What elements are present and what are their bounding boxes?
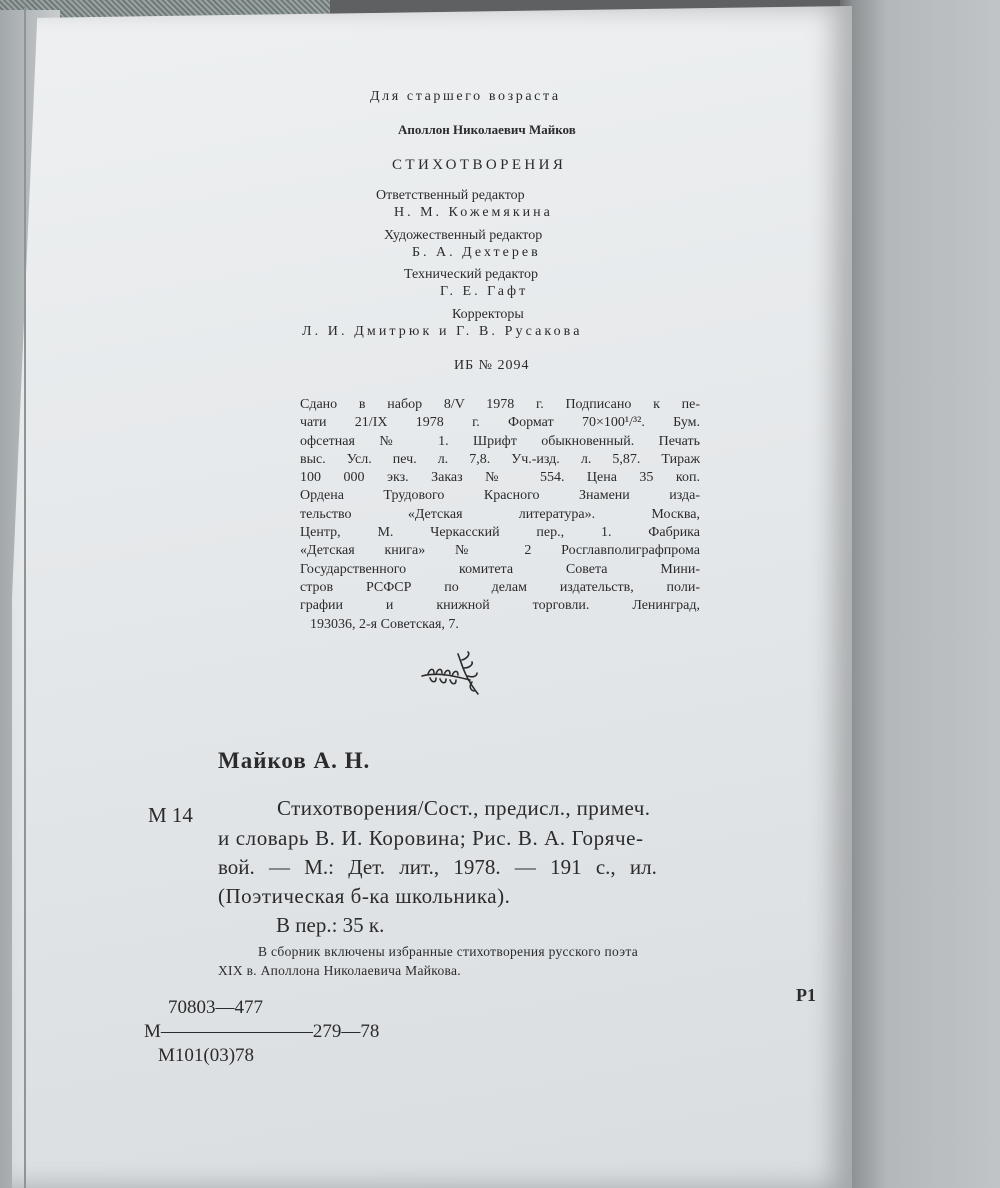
- imprint-line: офсетная № 1. Шрифт обыкновенный. Печать: [300, 433, 700, 449]
- catalog-entry-line: Стихотворения/Сост., предисл., примеч.: [277, 796, 651, 820]
- adjacent-page: [840, 0, 1000, 1188]
- credit-name-3: Г. Е. Гафт: [440, 284, 529, 299]
- page-edge: [24, 6, 26, 1188]
- credit-name-1: Н. М. Кожемякина: [394, 205, 553, 220]
- code-line: М101(03)78: [158, 1045, 255, 1066]
- credit-name-2: Б. А. Дехтерев: [412, 245, 541, 260]
- imprint-line: стров РСФСР по делам издательств, поли-: [300, 579, 700, 595]
- catalog-entry-line: (Поэтическая б-ка школьника).: [218, 884, 511, 908]
- imprint-line: чати 21/IX 1978 г. Формат 70×100¹/³². Бум.: [300, 415, 700, 431]
- imprint-line: графии и книжной торговли. Ленинград,: [300, 598, 700, 614]
- catalog-entry-line: и словарь В. И. Коровина; Рис. В. А. Горяче-: [218, 826, 644, 850]
- credit-name-4: Л. И. Дмитрюк и Г. В. Русакова: [302, 324, 583, 339]
- book-title: СТИХОТВОРЕНИЯ: [392, 157, 567, 173]
- imprint-line: выс. Усл. печ. л. 7,8. Уч.-изд. л. 5,87. Тираж: [300, 451, 700, 467]
- catalog-index: М 14: [148, 803, 193, 827]
- imprint-line: «Детская книга» № 2 Росглавполиграфпрома: [300, 543, 700, 559]
- author-full-name: Аполлон Николаевич Майков: [398, 122, 576, 137]
- credit-role-2: Художественный редактор: [384, 228, 543, 243]
- catalog-entry-line: В пер.: 35 к.: [276, 913, 385, 937]
- imprint-line: 193036, 2-я Советская, 7.: [310, 616, 459, 632]
- credit-role-4: Корректоры: [452, 307, 524, 322]
- ib-number: ИБ № 2094: [454, 358, 530, 373]
- imprint-line: тельство «Детская литература». Москва,: [300, 506, 700, 522]
- leaf-ornament-icon: [418, 650, 494, 698]
- imprint-block: [300, 396, 700, 634]
- catalog-entry-line: вой. — М.: Дет. лит., 1978. — 191 с., ил.: [218, 855, 657, 879]
- imprint-line: Сдано в набор 8/V 1978 г. Подписано к пе-: [300, 397, 700, 412]
- credit-role-3: Технический редактор: [404, 267, 539, 282]
- imprint-line: Государственного комитета Совета Мини-: [300, 561, 700, 577]
- audience-line: Для старшего возраста: [370, 89, 561, 104]
- classification-code: Р1: [796, 985, 816, 1005]
- annotation-line: В сборник включены избранные стихотворения русского поэта: [258, 944, 639, 959]
- credit-role-1: Ответственный редактор: [376, 188, 525, 203]
- imprint-line: 100 000 экз. Заказ № 554. Цена 35 коп.: [300, 470, 700, 486]
- imprint-line: Ордена Трудового Красного Знамени изда-: [300, 488, 700, 504]
- annotation-line: XIX в. Аполлона Николаевича Майкова.: [218, 963, 461, 978]
- code-line: М————————279—78: [144, 1021, 380, 1042]
- catalog-heading: Майков А. Н.: [218, 748, 371, 773]
- imprint-line: Центр, М. Черкасский пер., 1. Фабрика: [300, 525, 700, 541]
- catalog-codes: [144, 996, 380, 1068]
- code-line: 70803—477: [168, 997, 263, 1018]
